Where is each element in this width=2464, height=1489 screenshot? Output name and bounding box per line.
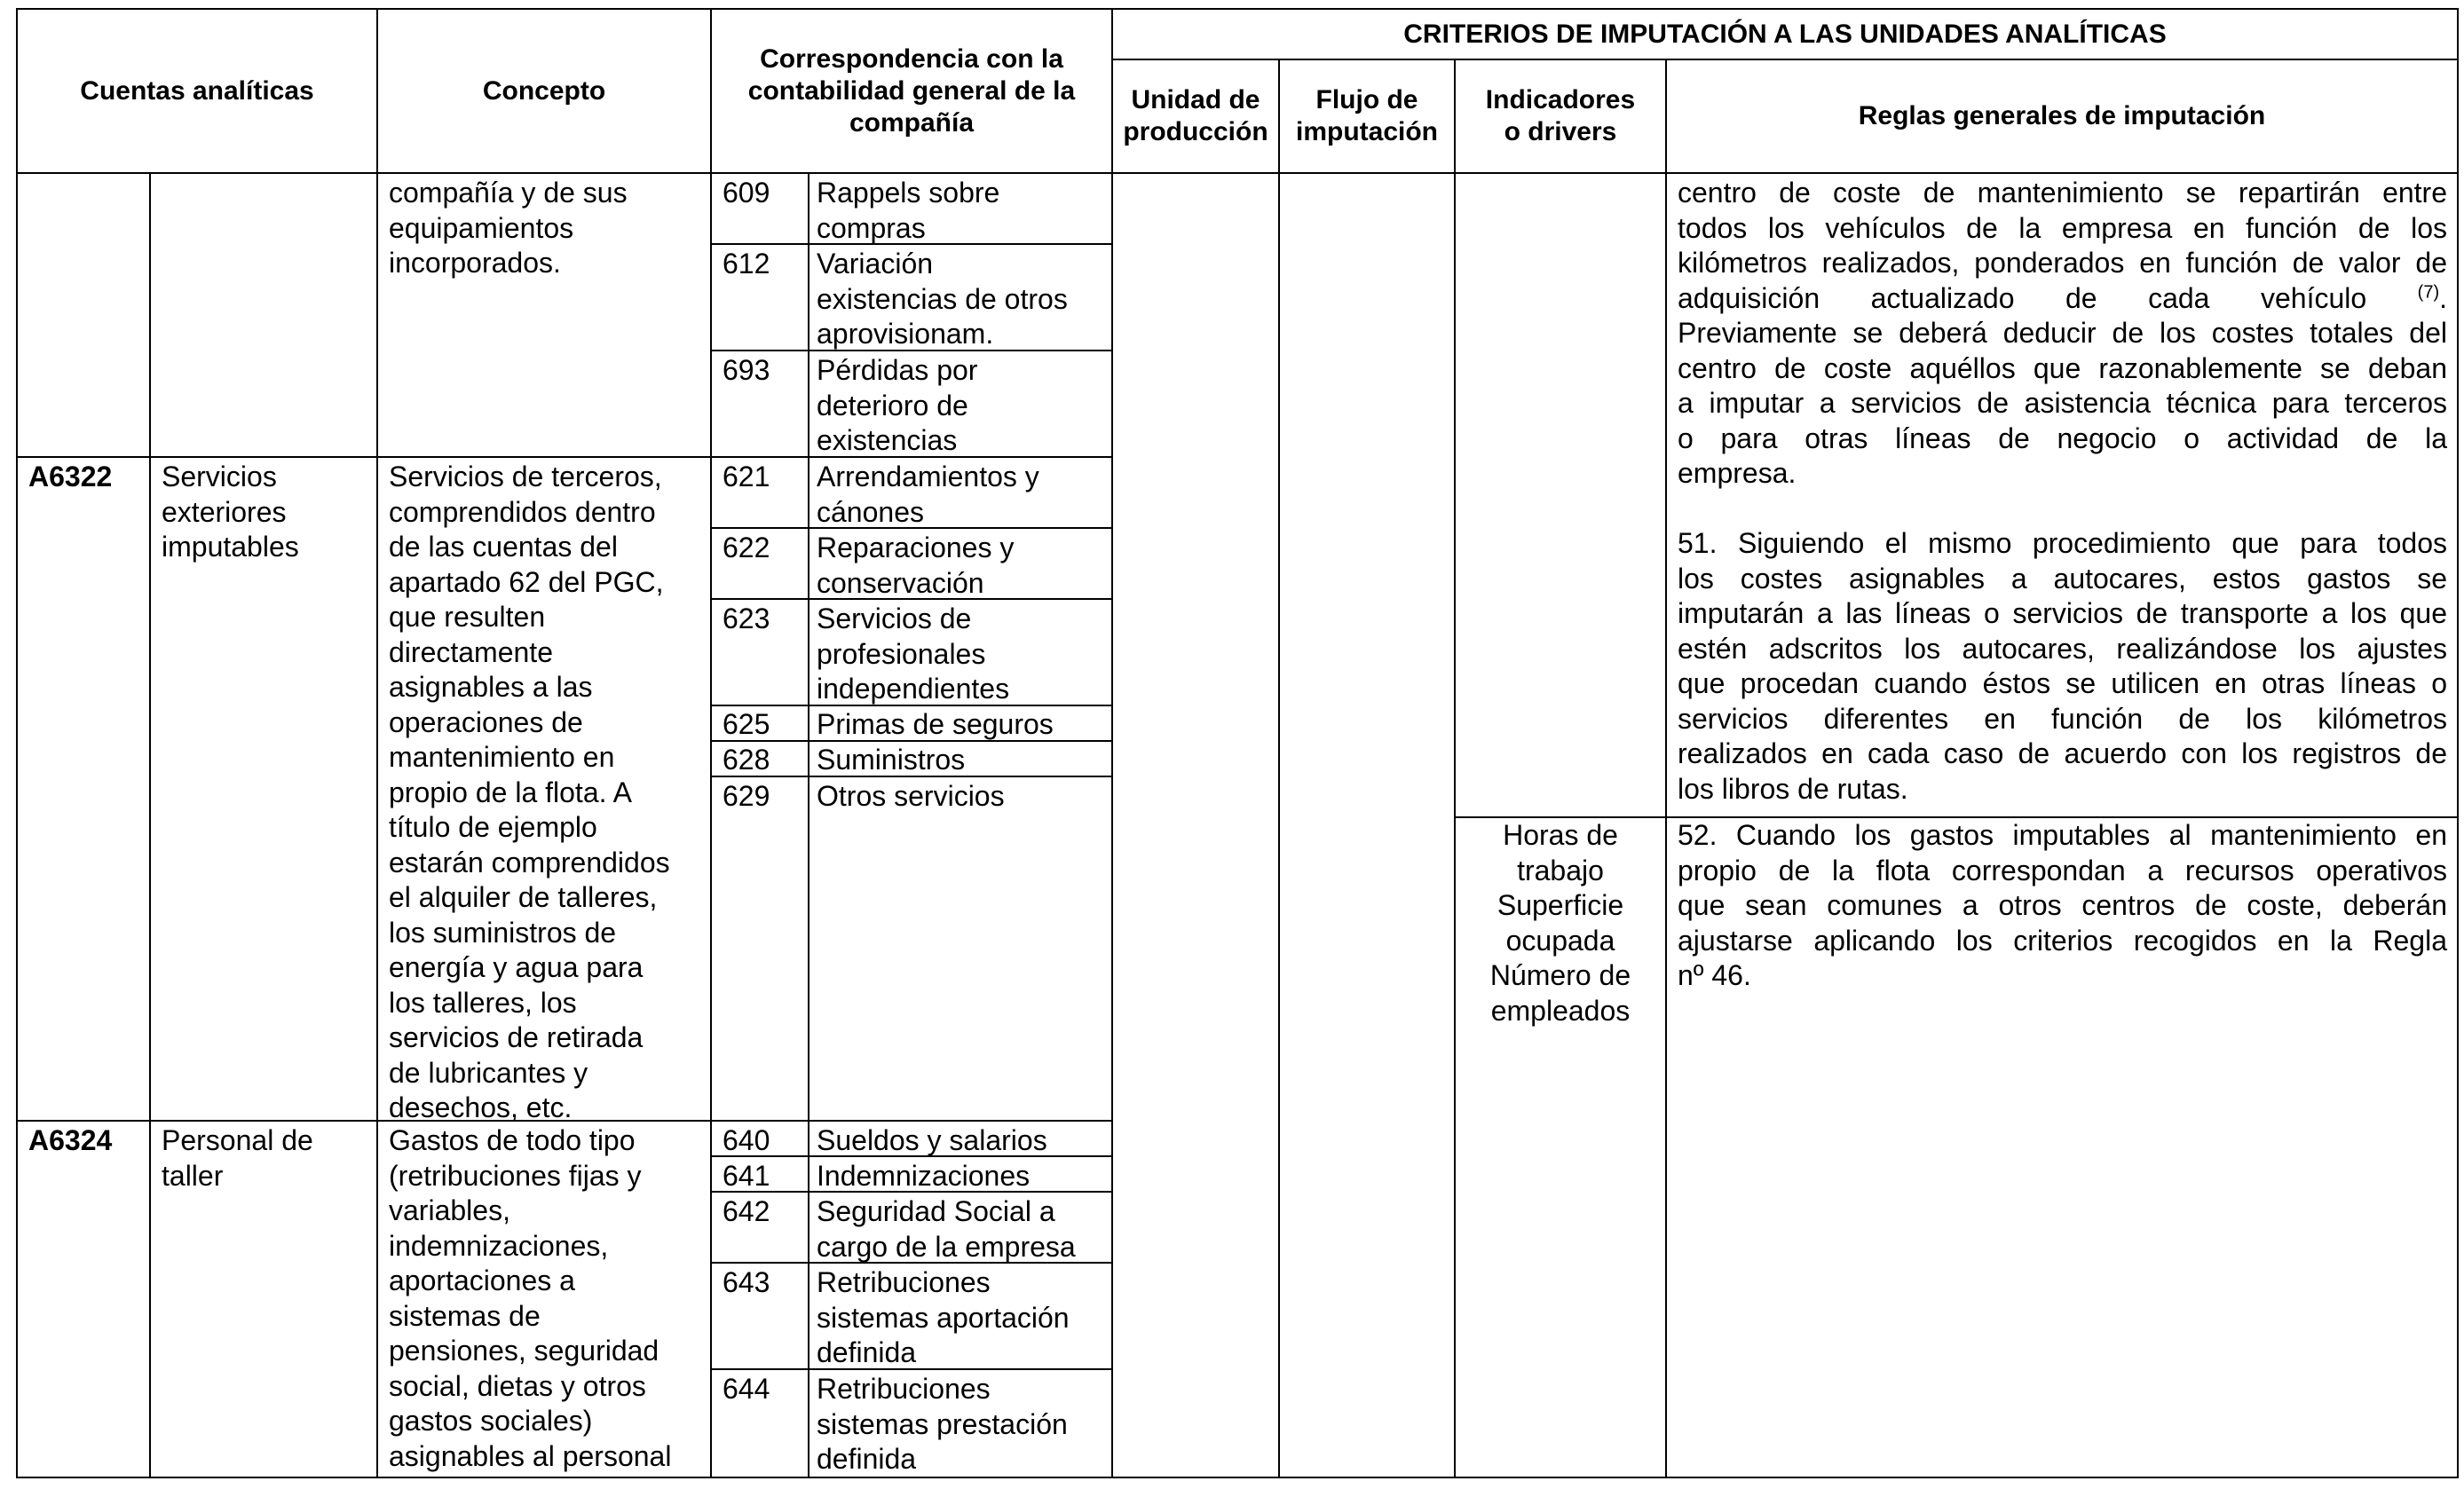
account-code-622: 622: [723, 532, 770, 563]
header-concepto-label: Concepto: [482, 75, 606, 106]
header-criterios-label: CRITERIOS DE IMPUTACIÓN A LAS UNIDADES ANALÍTICAS: [1403, 19, 2167, 49]
account-name-612: Variación existencias de otros aprovisionam.: [817, 248, 1068, 350]
rule-line: kilómetros realizados, ponderados en función de valor de: [1678, 247, 2447, 279]
account-code-a6324: A6324: [28, 1124, 113, 1156]
account-code-625: 625: [723, 708, 770, 740]
account-name-644: Retribuciones sistemas prestación definida: [817, 1373, 1068, 1475]
account-name-623: Servicios de profesionales independientes: [817, 603, 1010, 705]
header-unidad: [1113, 60, 1278, 172]
rule-block-1: [1678, 176, 2447, 492]
rule-line: los costes asignables a autocares, estos gastos se: [1678, 562, 2447, 595]
rule-line: todos los vehículos de la empresa en función de los: [1678, 211, 2447, 244]
rule-line: imputarán a las líneas o servicios de transporte a los que: [1678, 597, 2447, 629]
rule-line: 51. Siguiendo el mismo procedimiento que para todos: [1678, 527, 2447, 559]
rule-line: centro de coste de mantenimiento se repartirán entre: [1678, 177, 2447, 209]
rule-line: que sean comunes a otros centros de coste, deberán: [1678, 889, 2447, 921]
account-name-625: Primas de seguros: [817, 708, 1054, 740]
account-code-693: 693: [723, 354, 770, 386]
rule-line: que procedan cuando éstos se utilicen en otras líneas o: [1678, 667, 2447, 699]
account-code-612: 612: [723, 248, 770, 280]
account-code-a6322: A6322: [28, 461, 113, 492]
rule-line: a imputar a servicios de asistencia técnica para terceros: [1678, 387, 2447, 419]
header-flujo-line1: Flujo de: [1315, 85, 1418, 114]
rule-line: Previamente se deberá deducir de los costes totales del: [1678, 317, 2447, 349]
rule-line: 52. Cuando los gastos imputables al mantenimiento en: [1678, 819, 2447, 851]
row1-concepto: Servicios de terceros, comprendidos dentro de las cuentas del apartado 62 del PGC, que resulten directamente asignables a las operaciones de mantenimiento en propio de la flota. A título de ejemplo estarán comprendidos el alquiler de talleres, los suministros de energía y agua para los talleres, los servicios de retirada de lubricantes y desechos, etc.: [389, 461, 670, 1123]
rule-block-52: [1678, 818, 2447, 994]
account-code-629: 629: [723, 780, 770, 812]
footnote-marker: (7): [2417, 281, 2440, 302]
account-name-641: Indemnizaciones: [817, 1160, 1031, 1192]
header-unidad-line1: Unidad de: [1131, 85, 1260, 114]
header-correspondencia-line3: compañía: [849, 107, 975, 138]
header-indicadores-line2: o drivers: [1504, 117, 1617, 146]
header-cuentas: [18, 10, 376, 172]
account-code-640: 640: [723, 1124, 770, 1156]
account-name-643: Retribuciones sistemas aportación definida: [817, 1266, 1070, 1368]
account-code-642: 642: [723, 1195, 770, 1227]
rule-line-text: adquisición actualizado de cada vehículo: [1678, 281, 2367, 314]
account-name-621: Arrendamientos y cánones: [817, 461, 1039, 528]
account-code-609: 609: [723, 177, 770, 209]
account-name-629: Otros servicios: [817, 780, 1005, 812]
header-concepto: [378, 10, 710, 172]
header-reglas-label: Reglas generales de imputación: [1858, 101, 2266, 130]
account-code-644: 644: [723, 1373, 770, 1405]
account-name-a6322: Servicios exteriores imputables: [162, 461, 299, 563]
rule-line: centro de coste aquéllos que razonablemente se deban: [1678, 351, 2447, 384]
account-name-a6324: Personal de taller: [162, 1124, 313, 1192]
header-correspondencia-line1: Correspondencia con la: [760, 43, 1063, 74]
header-cuentas-label: Cuentas analíticas: [80, 75, 314, 106]
header-unidad-line2: producción: [1123, 117, 1268, 146]
header-flujo-line2: imputación: [1295, 117, 1438, 146]
rule-line: ajustarse aplicando los criterios recogidos en la Regla: [1678, 924, 2447, 957]
header-indicadores-line1: Indicadores: [1485, 85, 1636, 114]
rule-line: estén adscritos los autocares, realizándose los ajustes: [1678, 632, 2447, 665]
rule-line-footnote: [1678, 281, 2447, 317]
row0-concepto: compañía y de sus equipamientos incorporados.: [389, 177, 628, 279]
account-name-642: Seguridad Social a cargo de la empresa: [817, 1195, 1076, 1263]
account-name-693: Pérdidas por deterioro de existencias: [817, 354, 978, 456]
account-code-621: 621: [723, 461, 770, 492]
row2-concepto: Gastos de todo tipo (retribuciones fijas y variables, indemnizaciones, aportaciones a sistemas de pensiones, seguridad social, dietas y otros gastos sociales) asignables al personal: [389, 1124, 672, 1472]
rule-line: realizados en cada caso de acuerdo con los registros de: [1678, 737, 2447, 769]
account-name-622: Reparaciones y conservación: [817, 532, 1015, 599]
account-code-643: 643: [723, 1266, 770, 1298]
rule-line: propio de la flota correspondan a recursos operativos: [1678, 854, 2447, 886]
account-name-628: Suministros: [817, 744, 966, 776]
header-indicadores: [1456, 60, 1665, 172]
header-correspondencia-line2: contabilidad general de la: [747, 75, 1076, 106]
rule-line: los libros de rutas.: [1678, 772, 1908, 805]
rule-block-51: [1678, 526, 2447, 807]
header-reglas: [1667, 60, 2457, 172]
indicadores-drivers: Horas de trabajo Superficie ocupada Número de empleados: [1489, 819, 1631, 1027]
account-name-640: Sueldos y salarios: [817, 1124, 1047, 1156]
rule-line: o para otras líneas de negocio o actividad de la: [1678, 421, 2447, 454]
account-code-623: 623: [723, 603, 770, 634]
account-code-628: 628: [723, 744, 770, 776]
header-flujo: [1280, 60, 1454, 172]
footnote-tail: .: [2439, 281, 2448, 314]
header-correspondencia: [712, 10, 1111, 172]
header-criterios: [1113, 10, 2457, 59]
account-code-641: 641: [723, 1160, 770, 1192]
rule-line: nº 46.: [1678, 959, 1751, 991]
rule-line: empresa.: [1678, 457, 1797, 489]
account-name-609: Rappels sobre compras: [817, 177, 1000, 244]
rule-line: servicios diferentes en función de los kilómetros: [1678, 702, 2447, 735]
